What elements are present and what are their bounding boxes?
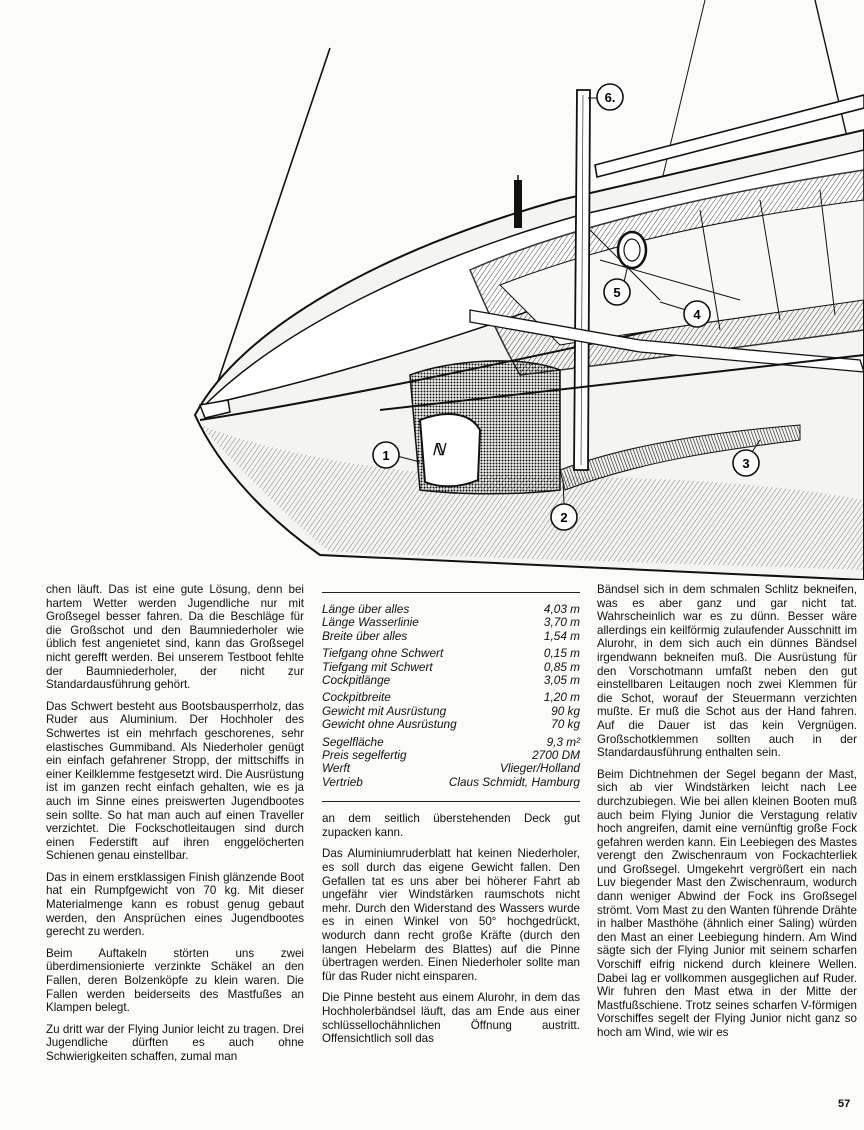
paragraph: chen läuft. Das ist eine gute Lösung, denn bei hartem Wetter werden Jugendliche nur mit Großsegel besser fahren. Da die Beschläge für die Großschot und den Baumniederholer wie üblich fest angenietet sind, kann das Großsegel nicht gerefft werden. Bei unserem Testboot fehlte der Baumniederholer, der nicht zur Standardausführung gehört. <box>46 583 304 692</box>
spec-group <box>322 603 580 643</box>
spec-label: Preis segelfertig <box>322 748 407 763</box>
spec-value: 70 kg <box>551 717 580 732</box>
spec-label: Länge Wasserlinie <box>322 615 419 630</box>
spec-value: 2700 DM <box>532 748 580 763</box>
paragraph: Beim Auftakeln störten uns zwei überdimensionierte verzinkte Schäkel an den Fallen, deren Bolzenköpfe zu klein waren. Die Fallen werden beiderseits des Mastfußes an Klampen belegt. <box>46 946 304 1015</box>
spec-label: Gewicht ohne Ausrüstung <box>322 717 457 732</box>
spec-label: Tiefgang mit Schwert <box>322 659 433 674</box>
callout-5-label: 5 <box>613 285 621 300</box>
spec-value: Claus Schmidt, Hamburg <box>448 774 580 789</box>
callout-3-label: 3 <box>742 456 750 471</box>
spec-label: Werft <box>322 761 350 776</box>
spec-row <box>322 705 580 718</box>
spec-value: 1,20 m <box>543 690 580 705</box>
spec-label: Vertrieb <box>322 774 363 789</box>
callout-4-label: 4 <box>693 307 701 322</box>
spec-group <box>322 647 580 687</box>
page-number: 57 <box>838 1098 851 1110</box>
spec-label: Breite über alles <box>322 628 408 643</box>
spec-label: Cockpitlänge <box>322 673 391 688</box>
paragraph: Das Schwert besteht aus Bootsbausperrholz, das Ruder aus Aluminium. Der Hochholer des Schwertes ist ein mehrfach geschorenes, sehr elastisches Gummiband. Als Niederholer genügt ein einfach gefahrener Stropp, der mittschiffs in einer Keilklemme festgesetzt wird. Die Ausrüstung ist im ganzen recht einfach gehalten, wie es ja auch im Sinne eines preiswerten Jugendbootes sein sollte. So hat man auch auf einen Traveller verzichtet. Die Fockschotleitaugen sind durch einen Federstift auf ihren enggelöcherten Schienen genau einstellbar. <box>46 699 304 863</box>
paragraph: Das Aluminiumruderblatt hat keinen Niederholer, es soll durch das eigene Gewicht fallen. Den Gefallen tat es uns aber bei höherer Fahrt ab ungefähr vier Windstärken raumschots nicht mehr. Durch den Widerstand des Wassers wurde es in einen Winkel von 50° hochgedrückt, wodurch dann recht große Kräfte (durch den langen Hebelarm des Blattes) auf die Pinne übertragen werden. Einen Niederholer sollte man für das Ruder nicht einsparen. <box>322 847 580 983</box>
spec-value: 9,3 m² <box>546 734 580 749</box>
spec-value: 3,70 m <box>543 615 580 630</box>
spec-value: 1,54 m <box>543 628 580 643</box>
spec-value: 0,15 m <box>543 646 580 661</box>
paragraph: Beim Dichtnehmen der Segel begann der Mast, sich ab vier Windstärken leicht nach Lee durchzubiegen. Wie bei allen kleinen Booten muß auch beim Flying Junior die Verstagung relativ hoch angreifen, damit eine vernünftig große Fock gefahren werden kann. Ein Leebiegen des Mastes verengt den Zwischenraum von Fockachterliek und Großsegel. Umgekehrt vergrößert ein nach Luv biegender Mast den Zwischenraum, wodurch dann weniger Abwind der Fock ins Großsegel strömt. Vom Mast zu den Wanten führende Drähte in halber Masthöhe (ähnlich einer Saling) würden den Mast an einer Leebiegung hindern. Am Wind sägte sich der Flying Junior mit seinem scharfen Vorschiff eifrig nickend durch kleinere Wellen. Dabei lag er vollkommen ausgeglichen auf Ruder. Wir fuhren den Mast etwa in der Mitte der Mastfußschiene. Trotz seines scharfen V-förmigen Vorschiffes segelt der Flying Junior nicht ganz so hoch am Wind, wie wir es <box>597 767 857 1039</box>
article-column-1 <box>46 583 304 1072</box>
spec-row <box>322 603 580 616</box>
spec-row <box>322 661 580 674</box>
article-column-3 <box>597 583 857 1048</box>
spec-row <box>322 691 580 704</box>
paragraph: Das in einem erstklassigen Finish glänzende Boot hat ein Rumpfgewicht von 70 kg. Mit dieser Materialmenge kann es robust genug gebaut werden, den Ansprüchen eines Jugendbootes gerecht zu werden. <box>46 870 304 939</box>
spec-label: Cockpitbreite <box>322 690 391 705</box>
spec-table <box>322 603 580 789</box>
spec-group <box>322 691 580 731</box>
spec-label: Länge über alles <box>322 602 410 616</box>
spec-value: 90 kg <box>551 703 580 718</box>
spec-value: 4,03 m <box>543 602 580 616</box>
spec-row <box>322 776 580 789</box>
spec-value: 0,85 m <box>543 659 580 674</box>
callout-2-label: 2 <box>560 510 568 525</box>
paragraph: Zu dritt war der Flying Junior leicht zu tragen. Drei Jugendliche dürften es auch ohne Schwierigkeiten schaffen, zumal man <box>46 1022 304 1063</box>
spec-label: Gewicht mit Ausrüstung <box>322 703 447 718</box>
paragraph: Bändsel sich in dem schmalen Schlitz bekneifen, was es aber ganz und gar nicht tat. Wahrscheinlich war es zu dünn. Besser wäre allerdings ein keilförmig zulaufender Ausschnitt im Alurohr, in dem sich auch ein dünnes Bändsel irgendwann bekneifen muß. Die Ausrüstung für den Vorschotmann umfaßt neben den gut einstellbaren Leitaugen noch zwei Klemmen für die Schot, worauf der Steuermann verzichten mußte. Er muß die Schot aus der Hand fahren. Auf die Dauer ist das kein Vergnügen. Großschotklemmen sollten auch in der Standardausführung enthalten sein. <box>597 583 857 760</box>
spec-row <box>322 749 580 762</box>
spec-label: Tiefgang ohne Schwert <box>322 646 444 661</box>
divider <box>322 592 580 593</box>
callout-1-label: 1 <box>382 448 390 463</box>
spec-label: Segelfläche <box>322 734 384 749</box>
callout-6-label: 6. <box>604 90 616 105</box>
spec-value: Vlieger/Holland <box>499 761 580 776</box>
spec-group <box>322 736 580 790</box>
spec-row <box>322 718 580 731</box>
spec-row <box>322 736 580 749</box>
paragraph: an dem seitlich überstehenden Deck gut zupacken kann. <box>322 812 580 839</box>
spec-row <box>322 616 580 629</box>
divider <box>322 801 580 802</box>
spec-row <box>322 630 580 643</box>
svg-text:ℕ: ℕ <box>432 442 445 459</box>
spec-row <box>322 762 580 775</box>
spec-row <box>322 647 580 660</box>
article-column-2 <box>322 583 580 1054</box>
paragraph: Die Pinne besteht aus einem Alurohr, in dem das Hochholerbändsel läuft, das am Ende aus einer schlüssellochähnlichen Öffnung austritt. Offensichtlich soll das <box>322 991 580 1046</box>
spec-value: 3,05 m <box>543 673 580 688</box>
spec-row <box>322 674 580 687</box>
